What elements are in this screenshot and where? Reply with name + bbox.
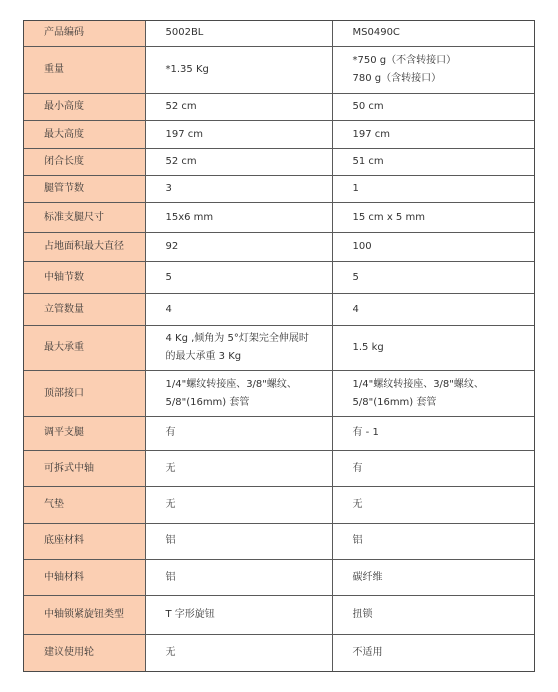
value-line: 52 cm	[165, 101, 197, 113]
row-label: 可拆式中轴	[24, 450, 145, 486]
value-ms0490c	[332, 21, 534, 46]
row-label: 占地面积最大直径	[24, 232, 145, 262]
value-line: 15x6 mm	[165, 211, 214, 223]
row-label: 重量	[24, 46, 145, 94]
row-label: 标准支腿尺寸	[24, 203, 145, 233]
value-line: 铝	[165, 535, 176, 547]
value-line: 无	[165, 498, 176, 510]
value-line: 扭锁	[352, 609, 373, 621]
value-line: 5/8"(16mm) 套管	[165, 396, 250, 408]
value-line: *1.35 Kg	[165, 63, 209, 75]
value-line: 100	[352, 241, 372, 253]
value-line: 的最大承重 3 Kg	[165, 351, 242, 363]
value-line: 1.5 kg	[352, 342, 384, 354]
value-5002bl	[145, 148, 332, 175]
value-5002bl	[145, 176, 332, 203]
value-5002bl	[145, 232, 332, 262]
value-ms0490c	[332, 596, 534, 635]
value-line: 4	[165, 303, 172, 315]
row-label: 产品编码	[24, 21, 145, 46]
row-label: 最大高度	[24, 121, 145, 148]
row-label: 立管数量	[24, 294, 145, 326]
value-line: 1	[352, 183, 359, 195]
value-line: 780 g（含转接口）	[352, 72, 442, 84]
value-line: 5002BL	[165, 27, 204, 39]
value-line: 5/8"(16mm) 套管	[352, 396, 437, 408]
table-row	[24, 371, 534, 416]
value-line: 197 cm	[165, 128, 204, 140]
value-line: 5	[165, 271, 172, 283]
value-line: MS0490C	[352, 27, 400, 39]
spec-table	[24, 21, 534, 671]
value-line: 碳纤维	[352, 571, 383, 583]
row-label: 闭合长度	[24, 148, 145, 175]
table-row	[24, 21, 534, 46]
row-label: 中轴材料	[24, 560, 145, 596]
table-row	[24, 294, 534, 326]
value-5002bl	[145, 325, 332, 370]
value-line: 无	[165, 647, 176, 658]
table-row	[24, 450, 534, 486]
value-ms0490c	[332, 450, 534, 486]
row-label: 腿管节数	[24, 176, 145, 203]
value-line: 铝	[352, 535, 363, 547]
value-line: 50 cm	[352, 101, 384, 113]
value-ms0490c	[332, 294, 534, 326]
table-row	[24, 416, 534, 450]
value-5002bl	[145, 203, 332, 233]
table-row	[24, 148, 534, 175]
value-line: 5	[352, 271, 359, 283]
table-row	[24, 523, 534, 559]
value-5002bl	[145, 560, 332, 596]
table-row	[24, 176, 534, 203]
row-label: 气垫	[24, 487, 145, 523]
value-5002bl	[145, 416, 332, 450]
value-ms0490c	[332, 121, 534, 148]
table-row	[24, 487, 534, 523]
row-label: 中轴锁紧旋钮类型	[24, 596, 145, 635]
value-line: 4 Kg ,倾角为 5°灯架完全伸展时	[165, 333, 309, 345]
value-5002bl	[145, 21, 332, 46]
value-5002bl	[145, 294, 332, 326]
value-ms0490c	[332, 176, 534, 203]
value-line: 92	[165, 241, 179, 253]
value-line: 不适用	[352, 647, 383, 658]
value-ms0490c	[332, 46, 534, 94]
value-5002bl	[145, 596, 332, 635]
value-5002bl	[145, 523, 332, 559]
value-line: 3	[165, 183, 172, 195]
value-ms0490c	[332, 262, 534, 294]
row-label: 中轴节数	[24, 262, 145, 294]
value-line: 4	[352, 303, 359, 315]
value-line: 有	[165, 427, 176, 439]
value-ms0490c	[332, 416, 534, 450]
value-line: 有 - 1	[352, 427, 379, 439]
value-line: 52 cm	[165, 155, 197, 167]
value-ms0490c	[332, 487, 534, 523]
value-5002bl	[145, 46, 332, 94]
value-ms0490c	[332, 523, 534, 559]
value-ms0490c	[332, 635, 534, 671]
value-5002bl	[145, 94, 332, 121]
value-line: 无	[352, 498, 363, 510]
table-row	[24, 635, 534, 671]
value-ms0490c	[332, 371, 534, 416]
value-line: 无	[165, 462, 176, 474]
value-5002bl	[145, 121, 332, 148]
value-line: T 字形旋钮	[165, 609, 215, 621]
value-line: 有	[352, 462, 363, 474]
table-row	[24, 596, 534, 635]
value-ms0490c	[332, 148, 534, 175]
value-5002bl	[145, 262, 332, 294]
value-line: *750 g（不含转接口）	[352, 54, 457, 66]
value-line: 铝	[165, 571, 176, 583]
value-line: 197 cm	[352, 128, 391, 140]
table-row	[24, 262, 534, 294]
table-row	[24, 203, 534, 233]
value-line: 15 cm x 5 mm	[352, 211, 425, 223]
value-ms0490c	[332, 203, 534, 233]
value-ms0490c	[332, 560, 534, 596]
table-row	[24, 94, 534, 121]
row-label: 最大承重	[24, 325, 145, 370]
row-label: 底座材料	[24, 523, 145, 559]
table-row	[24, 121, 534, 148]
spec-table-frame	[23, 20, 535, 672]
table-row	[24, 232, 534, 262]
value-ms0490c	[332, 232, 534, 262]
value-line: 1/4"螺纹转接座、3/8"螺纹、	[165, 378, 297, 390]
table-row	[24, 46, 534, 94]
value-line: 51 cm	[352, 155, 384, 167]
value-5002bl	[145, 371, 332, 416]
table-row	[24, 325, 534, 370]
row-label: 调平支腿	[24, 416, 145, 450]
row-label: 顶部接口	[24, 371, 145, 416]
row-label: 建议使用轮	[24, 635, 145, 671]
value-5002bl	[145, 635, 332, 671]
value-ms0490c	[332, 325, 534, 370]
value-ms0490c	[332, 94, 534, 121]
value-5002bl	[145, 450, 332, 486]
value-line: 1/4"螺纹转接座、3/8"螺纹、	[352, 378, 484, 390]
value-5002bl	[145, 487, 332, 523]
table-row	[24, 560, 534, 596]
row-label: 最小高度	[24, 94, 145, 121]
